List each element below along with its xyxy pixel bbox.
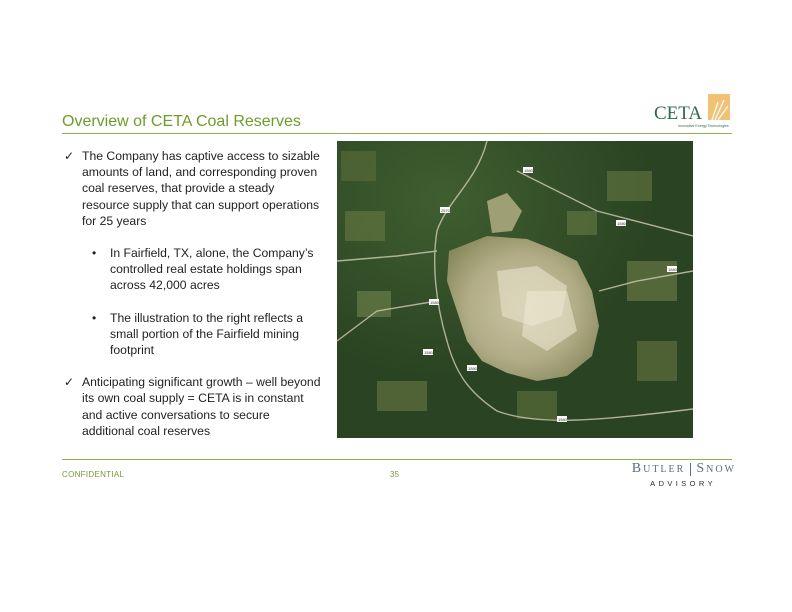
butler-snow-logo (618, 461, 736, 488)
bullet-list (64, 148, 324, 455)
road-label: 1580 (524, 168, 533, 173)
bullet-text: Anticipating significant growth – well beyond its own coal supply = CETA is in constant and active conversations to secure additional coal reserves (82, 375, 321, 438)
brand-sub: ADVISORY (650, 479, 716, 488)
road-label: 1580 (668, 267, 677, 272)
logo-tagline: Innovative Energy Technologies (678, 124, 729, 128)
sub-bullet-item (64, 310, 324, 359)
satellite-map-image (337, 141, 693, 438)
bullet-item (64, 374, 324, 439)
sub-bullet-item (64, 245, 324, 294)
bullet-dot-icon: • (92, 310, 97, 325)
satellite-map-graphic (337, 141, 693, 438)
bullet-item (64, 148, 324, 229)
page-title: Overview of CETA Coal Reserves (62, 113, 301, 130)
page-number: 35 (390, 470, 399, 479)
road-label: 1580 (430, 300, 439, 305)
logo-text: CETA (654, 103, 703, 124)
bullet-text: The Company has captive access to sizable amounts of land, and corresponding proven coal reserves, that provide a steady resource supply that can support operations for 25 years (82, 149, 320, 228)
road-label: 2570 (441, 208, 450, 213)
road-label: 1580 (424, 350, 433, 355)
bullet-dot-icon: • (92, 246, 97, 261)
brand-left: Butler (631, 461, 686, 476)
check-icon: ✓ (64, 375, 75, 390)
confidential-label: CONFIDENTIAL (62, 470, 125, 479)
road-label: 1580 (617, 221, 626, 226)
footer-divider (62, 459, 732, 460)
road-label: 1580 (558, 417, 567, 422)
ceta-logo (652, 92, 734, 132)
sub-bullet-text: The illustration to the right reflects a small portion of the Fairfield mining footprint (110, 310, 304, 358)
brand-separator (690, 463, 691, 476)
check-icon: ✓ (64, 149, 75, 163)
title-divider (62, 133, 732, 134)
brand-right: Snow (696, 461, 736, 476)
sub-bullet-text: In Fairfield, TX, alone, the Company’s controlled real estate holdings span across 42,000 acres (110, 246, 314, 293)
road-label: 1580 (468, 366, 477, 371)
